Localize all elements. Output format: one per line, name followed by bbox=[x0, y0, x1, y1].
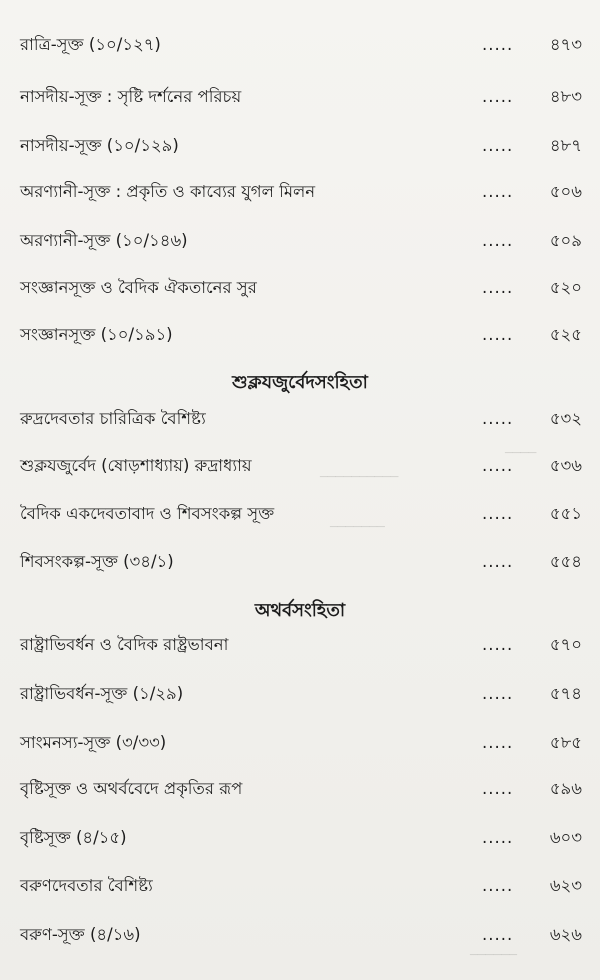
leader-dots: ..... bbox=[482, 325, 514, 344]
entry-page-number: ৫৩২ bbox=[549, 409, 582, 428]
toc-entry[interactable] bbox=[20, 772, 582, 806]
entry-page-number: ৪৮৭ bbox=[549, 136, 582, 155]
leader-dots: ..... bbox=[482, 231, 514, 250]
entry-page-number: ৫৮৫ bbox=[549, 733, 582, 752]
toc-entry[interactable] bbox=[20, 821, 582, 855]
leader-dots: ..... bbox=[482, 278, 514, 297]
entry-page-number: ৪৮৩ bbox=[549, 87, 582, 106]
entry-title: নাসদীয়-সূক্ত (১০/১২৯) bbox=[20, 136, 179, 155]
toc-entry[interactable] bbox=[20, 80, 582, 114]
toc-entry[interactable] bbox=[20, 545, 582, 579]
leader-dots: ..... bbox=[482, 876, 514, 895]
entry-title: বৃষ্টিসূক্ত ও অথর্ববেদে প্রকৃতির রূপ bbox=[20, 779, 243, 798]
leader-dots: ..... bbox=[482, 635, 514, 654]
entry-page-number: ৫৩৬ bbox=[549, 456, 582, 475]
toc-entry[interactable] bbox=[20, 318, 582, 352]
entry-page-number: ৪৭৩ bbox=[549, 35, 582, 54]
entry-title: নাসদীয়-সূক্ত : সৃষ্টি দর্শনের পরিচয় bbox=[20, 87, 242, 106]
leader-dots: ..... bbox=[482, 684, 514, 703]
entry-title: বৃষ্টিসূক্ত (৪/১৫) bbox=[20, 828, 127, 847]
section-heading: অথর্বসংহিতা bbox=[254, 600, 346, 621]
toc-entry[interactable] bbox=[20, 129, 582, 163]
leader-dots: ..... bbox=[482, 925, 514, 944]
leader-dots: ..... bbox=[482, 504, 514, 523]
entry-page-number: ৫০৯ bbox=[549, 231, 582, 250]
entry-page-number: ৫২৫ bbox=[549, 325, 582, 344]
entry-page-number: ৫৫১ bbox=[549, 504, 582, 523]
entry-title: শিবসংকল্প-সূক্ত (৩৪/১) bbox=[20, 552, 174, 571]
leader-dots: ..... bbox=[482, 456, 514, 475]
toc-entry[interactable] bbox=[20, 628, 582, 662]
entry-title: অরণ্যানী-সূক্ত (১০/১৪৬) bbox=[20, 231, 188, 250]
entry-title: বরুণ-সূক্ত (৪/১৬) bbox=[20, 925, 141, 944]
entry-page-number: ৫৫৪ bbox=[549, 552, 582, 571]
entry-page-number: ৬২৩ bbox=[549, 876, 582, 895]
bleed-through-text: ────── bbox=[470, 948, 517, 963]
entry-title: রুদ্রদেবতার চারিত্রিক বৈশিষ্ট্য bbox=[20, 409, 206, 428]
entry-page-number: ৫৭০ bbox=[549, 635, 582, 654]
entry-title: বরুণদেবতার বৈশিষ্ট্য bbox=[20, 876, 153, 895]
toc-entry[interactable] bbox=[20, 726, 582, 760]
toc-entry[interactable] bbox=[20, 449, 582, 483]
toc-entry[interactable] bbox=[20, 271, 582, 305]
toc-entry[interactable] bbox=[20, 28, 582, 62]
entry-title: সংজ্ঞানসূক্ত ও বৈদিক ঐকতানের সুর bbox=[20, 278, 257, 297]
entry-title: শুক্লযজুর্বেদ (ষোড়শাধ্যায়) রুদ্রাধ্যায় bbox=[20, 456, 252, 475]
entry-title: রাত্রি-সূক্ত (১০/১২৭) bbox=[20, 35, 161, 54]
toc-entry[interactable] bbox=[20, 175, 582, 209]
toc-entry[interactable] bbox=[20, 224, 582, 258]
entry-title: অরণ্যানী-সূক্ত : প্রকৃতি ও কাব্যের যুগল মিলন bbox=[20, 182, 316, 201]
entry-title: সংজ্ঞানসূক্ত (১০/১৯১) bbox=[20, 325, 173, 344]
leader-dots: ..... bbox=[482, 87, 514, 106]
section-heading: শুক্লযজুর্বেদসংহিতা bbox=[232, 372, 368, 393]
entry-title: রাষ্ট্রাভিবর্ধন-সূক্ত (১/২৯) bbox=[20, 684, 184, 703]
bleed-through-text: ─────── bbox=[330, 520, 385, 535]
toc-entry[interactable] bbox=[20, 869, 582, 903]
entry-page-number: ৫০৬ bbox=[549, 182, 582, 201]
toc-entry[interactable] bbox=[20, 497, 582, 531]
leader-dots: ..... bbox=[482, 182, 514, 201]
entry-page-number: ৫৯৬ bbox=[549, 779, 582, 798]
leader-dots: ..... bbox=[482, 779, 514, 798]
leader-dots: ..... bbox=[482, 136, 514, 155]
entry-page-number: ৬০৩ bbox=[549, 828, 582, 847]
toc-entry[interactable] bbox=[20, 918, 582, 952]
leader-dots: ..... bbox=[482, 552, 514, 571]
entry-page-number: ৬২৬ bbox=[549, 925, 582, 944]
entry-page-number: ৫৭৪ bbox=[549, 684, 582, 703]
leader-dots: ..... bbox=[482, 733, 514, 752]
toc-entry[interactable] bbox=[20, 402, 582, 436]
leader-dots: ..... bbox=[482, 409, 514, 428]
toc-entry[interactable] bbox=[20, 677, 582, 711]
bleed-through-text: ──── bbox=[505, 446, 537, 461]
entry-page-number: ৫২০ bbox=[549, 278, 582, 297]
entry-title: রাষ্ট্রাভিবর্ধন ও বৈদিক রাষ্ট্রভাবনা bbox=[20, 635, 229, 654]
bleed-through-text: ────────── bbox=[320, 470, 399, 485]
entry-title: বৈদিক একদেবতাবাদ ও শিবসংকল্প সূক্ত bbox=[20, 504, 275, 523]
leader-dots: ..... bbox=[482, 828, 514, 847]
leader-dots: ..... bbox=[482, 35, 514, 54]
entry-title: সাংমনস্য-সূক্ত (৩/৩৩) bbox=[20, 733, 167, 752]
